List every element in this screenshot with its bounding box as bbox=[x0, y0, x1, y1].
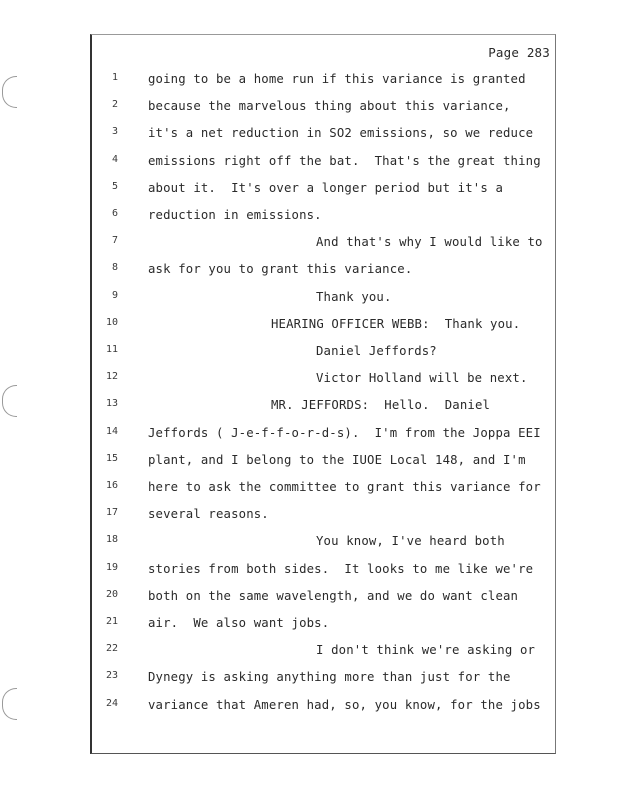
transcript-line bbox=[0, 616, 618, 643]
transcript-line bbox=[0, 208, 618, 235]
line-text: reduction in emissions. bbox=[148, 208, 322, 222]
line-number: 11 bbox=[105, 344, 118, 355]
transcript-line bbox=[0, 344, 618, 371]
line-text: emissions right off the bat. That's the great thing bbox=[148, 153, 541, 168]
transcript-line bbox=[0, 371, 618, 398]
line-number: 16 bbox=[105, 480, 118, 491]
line-number: 4 bbox=[111, 153, 118, 165]
line-text: Dynegy is asking anything more than just for the bbox=[148, 670, 511, 685]
line-number: 18 bbox=[105, 534, 118, 546]
transcript-line bbox=[0, 235, 618, 262]
line-number: 24 bbox=[105, 697, 118, 709]
line-text: plant, and I belong to the IUOE Local 148, and I'm bbox=[148, 452, 526, 467]
line-text: several reasons. bbox=[148, 507, 269, 522]
line-text: variance that Ameren had, so, you know, for the jobs bbox=[148, 697, 541, 712]
line-text: ask for you to grant this variance. bbox=[148, 262, 413, 277]
line-number: 9 bbox=[111, 289, 118, 301]
line-number: 10 bbox=[105, 316, 118, 328]
transcript-line bbox=[0, 154, 618, 181]
transcript-line bbox=[0, 262, 618, 289]
line-number: 14 bbox=[105, 425, 118, 437]
transcript-line bbox=[0, 317, 618, 344]
transcript-line bbox=[0, 507, 618, 534]
line-number: 17 bbox=[105, 507, 118, 519]
line-text: Jeffords ( J-e-f-f-o-r-d-s). I'm from the Joppa EEI bbox=[148, 425, 541, 440]
line-text: Thank you. bbox=[316, 289, 392, 304]
line-number: 21 bbox=[105, 616, 118, 627]
line-text: going to be a home run if this variance is granted bbox=[148, 72, 526, 86]
transcript-line bbox=[0, 126, 618, 153]
transcript-line bbox=[0, 670, 618, 697]
transcript-line bbox=[0, 534, 618, 561]
line-text: Daniel Jeffords? bbox=[316, 344, 437, 358]
line-text: I don't think we're asking or bbox=[316, 643, 536, 658]
transcript-line bbox=[0, 290, 618, 317]
line-text: You know, I've heard both bbox=[316, 534, 505, 549]
line-number: 8 bbox=[111, 262, 118, 274]
transcript-line bbox=[0, 643, 618, 670]
line-text: MR. JEFFORDS: Hello. Daniel bbox=[271, 398, 491, 413]
line-number: 5 bbox=[111, 180, 118, 192]
transcript-line bbox=[0, 562, 618, 589]
line-text: it's a net reduction in SO2 emissions, so we reduce bbox=[148, 126, 534, 141]
transcript-line bbox=[0, 589, 618, 616]
transcript-line bbox=[0, 480, 618, 507]
line-number: 19 bbox=[105, 561, 118, 573]
line-number: 7 bbox=[111, 235, 118, 247]
transcript-line bbox=[0, 72, 618, 99]
line-text: because the marvelous thing about this variance, bbox=[148, 99, 511, 114]
line-text: stories from both sides. It looks to me like we're bbox=[148, 561, 534, 576]
line-number: 1 bbox=[111, 72, 118, 83]
transcript-line bbox=[0, 181, 618, 208]
line-text: air. We also want jobs. bbox=[148, 616, 330, 630]
line-text: both on the same wavelength, and we do want clean bbox=[148, 588, 519, 603]
transcript-line bbox=[0, 398, 618, 425]
line-number: 22 bbox=[105, 643, 118, 655]
line-number: 13 bbox=[105, 398, 118, 410]
line-number: 2 bbox=[111, 99, 118, 111]
line-number: 3 bbox=[111, 126, 118, 138]
line-text: Victor Holland will be next. bbox=[316, 371, 528, 386]
line-number: 6 bbox=[111, 208, 118, 219]
line-number: 23 bbox=[105, 670, 118, 682]
transcript-line bbox=[0, 698, 618, 725]
transcript-line bbox=[0, 99, 618, 126]
line-number: 12 bbox=[105, 371, 118, 383]
page-number: Page 283 bbox=[488, 45, 550, 60]
line-number: 15 bbox=[105, 452, 118, 464]
line-text: And that's why I would like to bbox=[316, 235, 543, 250]
line-number: 20 bbox=[105, 588, 118, 600]
line-text: HEARING OFFICER WEBB: Thank you. bbox=[271, 316, 521, 331]
line-text: here to ask the committee to grant this variance for bbox=[148, 480, 541, 494]
transcript-line bbox=[0, 453, 618, 480]
line-text: about it. It's over a longer period but it's a bbox=[148, 180, 504, 195]
transcript-line bbox=[0, 426, 618, 453]
